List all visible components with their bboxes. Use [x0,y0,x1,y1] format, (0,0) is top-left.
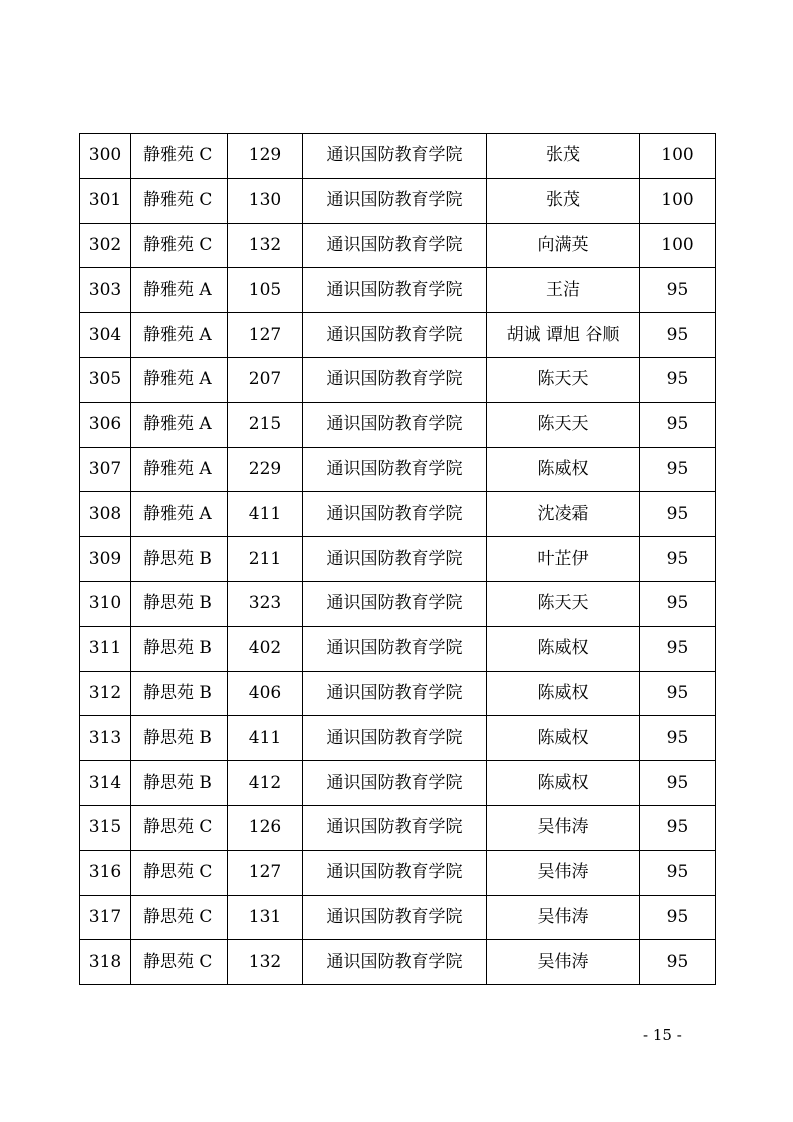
room-cell: 132 [228,223,303,268]
row-number-cell: 307 [80,447,131,492]
row-number-cell: 315 [80,805,131,850]
row-number-cell: 300 [80,134,131,179]
room-cell: 323 [228,581,303,626]
responsible-person-cell: 陈威权 [487,671,640,716]
room-cell: 211 [228,537,303,582]
building-cell: 静思苑 B [131,626,228,671]
college-cell: 通识国防教育学院 [303,134,487,179]
room-cell: 402 [228,626,303,671]
responsible-person-cell: 陈天天 [487,581,640,626]
score-cell: 95 [640,850,716,895]
college-cell: 通识国防教育学院 [303,895,487,940]
college-cell: 通识国防教育学院 [303,805,487,850]
college-cell: 通识国防教育学院 [303,581,487,626]
table-row [80,178,716,223]
responsible-person-cell: 王洁 [487,268,640,313]
building-cell: 静思苑 C [131,940,228,985]
score-cell: 95 [640,581,716,626]
table-row [80,895,716,940]
building-cell: 静思苑 B [131,537,228,582]
table-row [80,805,716,850]
college-cell: 通识国防教育学院 [303,671,487,716]
table-row [80,537,716,582]
college-cell: 通识国防教育学院 [303,492,487,537]
score-cell: 95 [640,761,716,806]
score-cell: 95 [640,492,716,537]
building-cell: 静雅苑 A [131,402,228,447]
room-cell: 129 [228,134,303,179]
room-cell: 406 [228,671,303,716]
responsible-person-cell: 向满英 [487,223,640,268]
row-number-cell: 314 [80,761,131,806]
score-cell: 95 [640,357,716,402]
college-cell: 通识国防教育学院 [303,223,487,268]
room-cell: 412 [228,761,303,806]
responsible-person-cell: 陈威权 [487,626,640,671]
college-cell: 通识国防教育学院 [303,268,487,313]
college-cell: 通识国防教育学院 [303,761,487,806]
college-cell: 通识国防教育学院 [303,178,487,223]
building-cell: 静思苑 C [131,895,228,940]
building-cell: 静思苑 B [131,716,228,761]
building-cell: 静雅苑 A [131,492,228,537]
responsible-person-cell: 陈威权 [487,447,640,492]
building-cell: 静雅苑 A [131,268,228,313]
college-cell: 通识国防教育学院 [303,447,487,492]
table-row [80,940,716,985]
score-cell: 95 [640,313,716,358]
college-cell: 通识国防教育学院 [303,357,487,402]
table-row [80,313,716,358]
row-number-cell: 303 [80,268,131,313]
table-row [80,268,716,313]
responsible-person-cell: 吴伟涛 [487,850,640,895]
building-cell: 静思苑 B [131,761,228,806]
table-row [80,357,716,402]
row-number-cell: 302 [80,223,131,268]
room-cell: 127 [228,850,303,895]
room-cell: 130 [228,178,303,223]
score-cell: 95 [640,537,716,582]
row-number-cell: 310 [80,581,131,626]
table-row [80,492,716,537]
room-cell: 207 [228,357,303,402]
responsible-person-cell: 吴伟涛 [487,805,640,850]
dormitory-score-table [79,133,716,985]
page-number: - 15 - [643,1026,682,1044]
score-cell: 95 [640,895,716,940]
row-number-cell: 301 [80,178,131,223]
college-cell: 通识国防教育学院 [303,940,487,985]
table-row [80,671,716,716]
table-row [80,761,716,806]
row-number-cell: 308 [80,492,131,537]
row-number-cell: 309 [80,537,131,582]
building-cell: 静雅苑 A [131,447,228,492]
responsible-person-cell: 张茂 [487,178,640,223]
college-cell: 通识国防教育学院 [303,537,487,582]
score-cell: 100 [640,178,716,223]
responsible-person-cell: 陈天天 [487,402,640,447]
table-row [80,223,716,268]
row-number-cell: 305 [80,357,131,402]
room-cell: 126 [228,805,303,850]
room-cell: 127 [228,313,303,358]
responsible-person-cell: 吴伟涛 [487,940,640,985]
building-cell: 静思苑 C [131,805,228,850]
responsible-person-cell: 叶芷伊 [487,537,640,582]
table-row [80,850,716,895]
college-cell: 通识国防教育学院 [303,313,487,358]
building-cell: 静雅苑 C [131,134,228,179]
college-cell: 通识国防教育学院 [303,402,487,447]
score-cell: 95 [640,716,716,761]
row-number-cell: 306 [80,402,131,447]
room-cell: 411 [228,716,303,761]
score-cell: 95 [640,402,716,447]
table-row [80,716,716,761]
score-cell: 95 [640,626,716,671]
responsible-person-cell: 陈威权 [487,716,640,761]
building-cell: 静思苑 B [131,671,228,716]
table-row [80,581,716,626]
score-cell: 95 [640,805,716,850]
row-number-cell: 313 [80,716,131,761]
room-cell: 132 [228,940,303,985]
building-cell: 静雅苑 C [131,223,228,268]
table-row [80,402,716,447]
building-cell: 静雅苑 A [131,357,228,402]
college-cell: 通识国防教育学院 [303,626,487,671]
score-cell: 95 [640,940,716,985]
row-number-cell: 304 [80,313,131,358]
row-number-cell: 318 [80,940,131,985]
score-cell: 100 [640,134,716,179]
row-number-cell: 316 [80,850,131,895]
score-cell: 100 [640,223,716,268]
score-cell: 95 [640,671,716,716]
room-cell: 411 [228,492,303,537]
score-cell: 95 [640,447,716,492]
room-cell: 105 [228,268,303,313]
table-row [80,626,716,671]
room-cell: 131 [228,895,303,940]
responsible-person-cell: 陈天天 [487,357,640,402]
building-cell: 静雅苑 C [131,178,228,223]
row-number-cell: 312 [80,671,131,716]
responsible-person-cell: 吴伟涛 [487,895,640,940]
building-cell: 静雅苑 A [131,313,228,358]
college-cell: 通识国防教育学院 [303,716,487,761]
responsible-person-cell: 张茂 [487,134,640,179]
building-cell: 静思苑 C [131,850,228,895]
responsible-person-cell: 沈凌霜 [487,492,640,537]
responsible-person-cell: 陈威权 [487,761,640,806]
college-cell: 通识国防教育学院 [303,850,487,895]
table-row [80,134,716,179]
table-body [80,134,716,985]
responsible-person-cell: 胡诚 谭旭 谷顺 [487,313,640,358]
row-number-cell: 311 [80,626,131,671]
room-cell: 229 [228,447,303,492]
room-cell: 215 [228,402,303,447]
score-cell: 95 [640,268,716,313]
table-row [80,447,716,492]
building-cell: 静思苑 B [131,581,228,626]
row-number-cell: 317 [80,895,131,940]
